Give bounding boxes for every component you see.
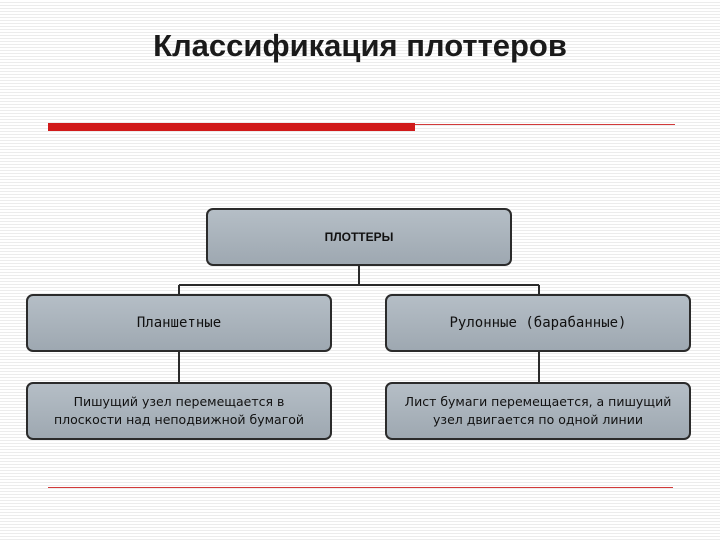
description-text-roll: Лист бумаги перемещается, а пишущий узел двигается по одной линии — [404, 394, 672, 427]
category-label-flatbed: Планшетные — [136, 315, 222, 331]
root-node — [206, 208, 512, 266]
category-node-roll — [385, 294, 691, 352]
description-node-roll — [385, 382, 691, 440]
footer-accent-line — [48, 487, 673, 488]
description-text-flatbed: Пишущий узел перемещается в плоскости над неподвижной бумагой — [53, 394, 305, 427]
category-label-roll: Рулонные (барабанные) — [449, 315, 627, 331]
slide-title: Классификация плоттеров — [153, 28, 567, 63]
description-node-flatbed — [26, 382, 332, 440]
root-node-label: ПЛОТТЕРЫ — [324, 230, 394, 244]
category-node-flatbed — [26, 294, 332, 352]
